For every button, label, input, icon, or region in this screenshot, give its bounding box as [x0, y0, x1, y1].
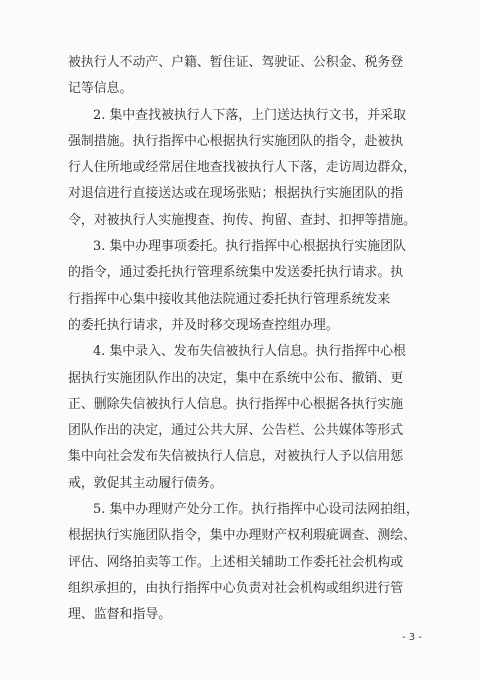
body-text: [68, 50, 440, 629]
text-line: 的指令，通过委托执行管理系统集中发送委托执行请求。执: [68, 265, 404, 281]
text-line: 正、删除失信被执行人信息。执行指挥中心根据各执行实施: [68, 396, 404, 412]
text-line: 行指挥中心集中接收其他法院通过委托执行管理系统发来: [68, 291, 391, 307]
paragraph-item-3: [68, 234, 440, 339]
text-line: 被执行人不动产、户籍、暂住证、驾驶证、公积金、税务登: [68, 55, 404, 70]
text-line: 3. 集中办理事项委托。执行指挥中心根据执行实施团队: [93, 239, 406, 255]
text-line: 戒，敦促其主动履行债务。: [68, 475, 223, 491]
text-line: 根据执行实施团队指令，集中办理财产权利瑕疵调查、测绘、: [68, 528, 417, 544]
paragraph-item-5: [68, 497, 440, 628]
text-line: 2. 集中查找被执行人下落，上门送达执行文书，并采取: [93, 107, 406, 123]
text-line: 据执行实施团队作出的决定，集中在系统中公布、撤销、更: [68, 370, 404, 386]
paragraph-continued: [68, 50, 440, 103]
text-line: 团队作出的决定，通过公共大屏、公告栏、公共媒体等形式: [68, 423, 404, 439]
text-line: 的委托执行请求，并及时移交现场查控组办理。: [68, 317, 339, 333]
text-line: 4. 集中录入、发布失信被执行人信息。执行指挥中心根: [93, 344, 406, 360]
paragraph-item-2: [68, 103, 440, 234]
text-line: 行人住所地或经常居住地查找被执行人下落，走访周边群众，: [68, 160, 417, 176]
text-line: 5. 集中办理财产处分工作。执行指挥中心设司法网拍组，: [93, 502, 419, 518]
paragraph-item-4: [68, 339, 440, 497]
text-line: 组织承担的，由执行指挥中心负责对社会机构或组织进行管: [68, 580, 404, 596]
text-line: 令，对被执行人实施搜查、拘传、拘留、查封、扣押等措施。: [68, 212, 417, 228]
text-line: 强制措施。执行指挥中心根据执行实施团队的指令，赴被执: [68, 133, 404, 149]
text-line: 集中向社会发布失信被执行人信息，对被执行人予以信用惩: [68, 449, 404, 465]
text-line: 对退信进行直接送达或在现场张贴；根据执行实施团队的指: [68, 186, 404, 202]
text-line: 理、监督和指导。: [68, 607, 172, 623]
page-number: - 3 -: [402, 632, 422, 643]
text-line: 记等信息。: [68, 81, 133, 97]
text-line: 评估、网络拍卖等工作。上述相关辅助工作委托社会机构或: [68, 554, 404, 570]
